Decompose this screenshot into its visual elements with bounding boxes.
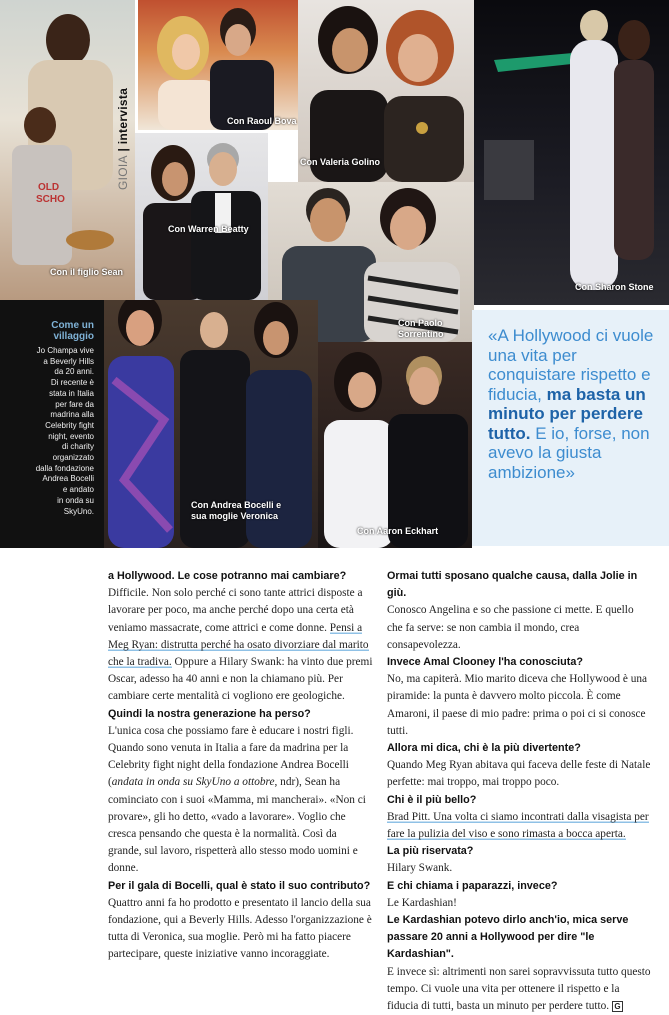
answer (108, 723, 373, 878)
answer: Quattro anni fa ho prodotto e presentato il lancio della sua fondazione, qui a Beverly Hills. Adesso l'organizzazione è tutta di Veronica, sua moglie. Però mi ha fatto piacere partecipare, queste iniziative vanno incoraggiate. (108, 896, 372, 961)
answer: No, ma capiterà. Mio marito diceva che Hollywood è una piramide: la punta è davvero molto piccola. È come Amaroni, il paese di mio padre: prima o poi ci si conosce tutti. (387, 673, 648, 737)
highlighted-text: Brad Pitt. Una volta ci siamo incontrati dalla visagista per fare la pulizia del viso e sono rimasta a bocca aperta. (387, 810, 649, 841)
sidebar-line: in onda su (57, 495, 94, 505)
photo-with-warren-beatty (135, 133, 268, 300)
sidebar-line: stata in Italia (49, 388, 94, 398)
caption-sharon-stone: Con Sharon Stone (575, 282, 654, 292)
answer-text: Oppure a Hilary Swank: ha vinto due premi Oscar, adesso ha 40 anni e non la chiamano più. Per cambiare certe mentalità ci vogliono ere geologiche. (108, 656, 373, 703)
caption-aaron-eckhart: Con Aaron Eckhart (357, 526, 439, 536)
photo-with-raoul-bova (138, 0, 298, 130)
section-tag: GIOIA | intervista (116, 87, 130, 190)
question: Per il gala di Bocelli, qual è stato il suo contributo? (108, 879, 371, 892)
sidebar-line: Andrea Bocelli (42, 474, 94, 484)
question: Chi è il più bello? (387, 793, 477, 806)
sidebar-line: madrina alla (50, 410, 94, 420)
caption-sean: Con il figlio Sean (50, 267, 124, 277)
sidebar-text (10, 346, 94, 517)
highlighted-text: Pensi a Meg Ryan: distrutta perché ha osato divorziare dal marito che la tradiva. (108, 621, 369, 669)
photo-with-valeria-golino (298, 0, 474, 182)
caption-bocelli-line2: sua moglie Veronica (191, 511, 279, 521)
answer-italic: andata in onda su SkyUno a ottobre (111, 776, 275, 789)
sidebar-line: da 20 anni. (54, 367, 94, 377)
sidebar-line: a Beverly Hills (43, 356, 94, 366)
sidebar-line: Jo Champa vive (36, 346, 94, 355)
sidebar-line: dalla fondazione (35, 463, 94, 473)
answer (387, 809, 652, 843)
sidebar-line: organizzato (52, 453, 94, 463)
caption-paolo-line1: Con Paolo (398, 318, 443, 328)
question: Le Kardashian potevo dirlo anch'io, mica serve passare 20 anni a Hollywood per dire "le Kardashian". (387, 914, 629, 961)
answer-text: E invece sì: altrimenti non sarei sopravvissuta tutto questo tempo. Ci vuole una vita per ottenere il rispetto e la fiducia di tutti, basta un minuto per perdere tutto. (387, 965, 651, 1013)
caption-paolo-line2: Sorrentino (398, 329, 444, 339)
question: Allora mi dica, chi è la più divertente? (387, 742, 581, 755)
answer-text: Difficile. Non solo perché ci sono tante attrici disposte a lavorare per poco, ma anche perché dopo una certa età veniamo massacrate, come attrici e come donne. (108, 587, 363, 634)
end-mark-icon: G (612, 1001, 623, 1012)
svg-text:SCHO: SCHO (36, 194, 65, 205)
caption-valeria-golino: Con Valeria Golino (300, 157, 381, 167)
pull-quote-part3: E io, forse, non avevo la giusta ambizione» (488, 423, 650, 482)
pull-quote (488, 326, 663, 482)
answer-text: , ndr), Sean ha cominciato con i suoi «Mamma, mi mancherai». «Non ci provare», gli ho detto, «vado a lavorare». Voglio che cresca pensando che questa è la normalità. Così da grande, sul lavoro, rispetterà allo stesso modo uomini e donne. (108, 776, 366, 875)
question: Invece Amal Clooney l'ha conosciuta? (387, 656, 583, 669)
brand-name: GIOIA (116, 155, 130, 190)
caption-warren-beatty: Con Warren Beatty (168, 224, 249, 234)
pull-quote-part2: ma basta un minuto per perdere tutto. (488, 384, 646, 443)
question: a Hollywood. Le cose potranno mai cambiare? (108, 570, 347, 582)
sidebar-line: Celebrity fight (45, 420, 94, 430)
article-column-left (108, 568, 373, 964)
section-name: intervista (116, 87, 130, 145)
svg-text:OLD: OLD (38, 182, 60, 193)
question: E chi chiama i paparazzi, invece? (387, 879, 558, 892)
pull-quote-part1: «A Hollywood ci vuole una vita per conquistare rispetto e fiducia, (488, 326, 654, 404)
question: Quindi la nostra generazione ha perso? (108, 707, 311, 720)
sidebar-line: night, evento (48, 431, 94, 441)
sidebar-line: Di recente è (50, 378, 94, 388)
answer: Le Kardashian! (387, 896, 457, 909)
caption-raoul-bova: Con Raoul Bova (227, 116, 297, 126)
photo-with-son-sean (0, 0, 135, 300)
answer: Hilary Swank. (387, 862, 453, 875)
photo-with-sharon-stone (474, 0, 669, 305)
photo-with-aaron-eckhart (318, 342, 472, 548)
caption-andrea-bocelli (191, 500, 301, 522)
sidebar-title-line1: Come un (51, 320, 94, 331)
answer (387, 964, 652, 1015)
caption-bocelli-line1: Con Andrea Bocelli e (191, 500, 282, 510)
question: Ormai tutti sposano qualche causa, dalla Jolie in giù. (387, 570, 638, 600)
sidebar-line: per fare da (55, 399, 94, 409)
answer: Conosco Angelina e so che passione ci mette. E quello che fa serve: se non cambia il mondo, crea consapevolezza. (387, 604, 634, 651)
caption-paolo-sorrentino (398, 318, 458, 340)
question: La più riservata? (387, 845, 474, 858)
sidebar-title (14, 320, 94, 342)
answer-text: L'unica cosa che possiamo fare è educare i nostri figli. Quando sono venuta in Italia a fare da madrina per la Celebrity fight night della fondazione Andrea Bocelli ( (108, 724, 354, 789)
answer (108, 585, 373, 705)
article-column-right (387, 568, 652, 1015)
sidebar-line: SkyUno. (63, 506, 94, 516)
sidebar-line: e andato (62, 485, 94, 495)
sidebar-title-line2: villaggio (53, 331, 94, 342)
sidebar-line: di charity (61, 442, 94, 452)
answer: Quando Meg Ryan abitava qui faceva delle feste di Natale perfette: mai troppo, mai troppo poco. (387, 759, 651, 789)
